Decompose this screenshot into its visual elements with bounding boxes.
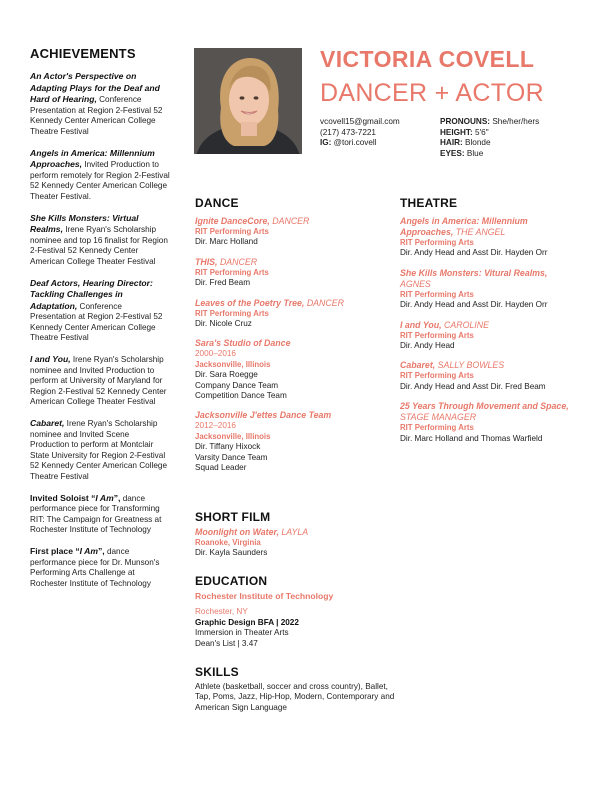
pronouns-row: PRONOUNS: She/her/hers [440, 117, 540, 126]
phone-number: (217) 473-7221 [320, 127, 376, 137]
achievement-first-place: First place “I Am”, dance performance piece for Dr. Munson's Performing Arts Challenge at Rochester Institute of Technology [30, 545, 160, 588]
skills-heading: SKILLS [195, 665, 239, 679]
school-name: Rochester Institute of Technology [195, 591, 334, 601]
theatre-section [400, 196, 575, 453]
achievements-heading: ACHIEVEMENTS [30, 46, 136, 61]
achievement-item: I and You, Irene Ryan's Scholarship nominee and Invited Production to perform at University of Maryland for Region 2-Festival 52 Kennedy Center American College Theater Festival [30, 354, 167, 407]
short-film-heading: SHORT FILM [195, 510, 271, 524]
achievement-soloist: Invited Soloist “I Am”, dance performance piece for Transforming RIT: The Campaign for Greatness at Rochester Institute of Technology [30, 492, 162, 535]
theatre-entry: She Kills Monsters: Vitural Realms, AGNES RIT Performing Arts Dir. Andy Head and Asst Dir. Hayden Orr [400, 267, 548, 310]
dance-team-entry: Jacksonville J'ettes Dance Team 2012–2016 Jacksonville, Illinois Dir. Tiffany Hixock Varsity Dance Team Squad Leader [195, 410, 332, 473]
education-heading: EDUCATION [195, 574, 268, 588]
dance-entry: Leaves of the Poetry Tree, DANCER RIT Performing Arts Dir. Nicole Cruz [195, 297, 344, 329]
short-film-entry: Moonlight on Water, LAYLA Roanoke, Virginia Dir. Kayla Saunders [195, 527, 309, 558]
education-entry: Rochester Institute of Technology Rochester, NY Graphic Design BFA | 2022 Immersion in Theater Arts Dean's List | 3.47 [195, 591, 390, 649]
skills-section [195, 665, 400, 722]
theatre-entry: Angels in America: Millennium Approaches, THE ANGEL RIT Performing Arts Dir. Andy Head and Asst Dir. Hayden Orr [400, 216, 548, 258]
achievement-item: Angels in America: Millennium Approaches, Invited Production to perform remotely for Region 2-Festival 52 Kennedy Center American College Theater Festival. [30, 147, 170, 201]
dance-heading: DANCE [195, 196, 239, 210]
instagram-handle: IG: @tori.covell [320, 138, 377, 147]
short-film-section [195, 510, 390, 568]
headshot-photo [194, 48, 302, 154]
dance-section [195, 196, 390, 483]
achievement-item: An Actor's Perspective on Adapting Plays for the Deaf and Hard of Hearing, Conference Presentation at Region 2-Festival 52 Kennedy Center American College Theatre Festival [30, 71, 163, 136]
candidate-name: VICTORIA COVELL [320, 46, 535, 72]
theatre-entry: 25 Years Through Movement and Space, STAGE MANAGER RIT Performing Arts Dir. Marc Holland and Thomas Warfield [400, 401, 569, 443]
skills-text: Athlete (basketball, soccer and cross country), Ballet, Tap, Poms, Jazz, Hip-Hop, Modern, Contemporary and American Sign Language [195, 682, 395, 712]
achievement-item: She Kills Monsters: Virtual Realms, Irene Ryan's Scholarship nominee and top 16 finalist for Region 2-Festival 52 Kennedy Center American College Theater Festival [30, 212, 168, 266]
height-row: HEIGHT: 5'6" [440, 127, 489, 137]
hair-row: HAIR: Blonde [440, 138, 491, 147]
theatre-heading: THEATRE [400, 196, 458, 210]
dance-entry: Ignite DanceCore, DANCER RIT Performing Arts Dir. Marc Holland [195, 216, 310, 247]
headshot-image [194, 48, 302, 154]
theatre-entry: Cabaret, SALLY BOWLES RIT Performing Arts Dir. Andy Head and Asst Dir. Fred Beam [400, 360, 546, 391]
achievement-item: Cabaret, Irene Ryan's Scholarship nominee and Invited Scene Production to perform at Montclair State University for Region 2-Festival 52 Kennedy Center American College Theatre Festival [30, 418, 167, 481]
theatre-entry: I and You, CAROLINE RIT Performing Arts Dir. Andy Head [400, 319, 489, 351]
achievement-item: Deaf Actors, Hearing Director: Tackling Challenges in Adaptation, Conference Presentation at Region 2-Festival 52 Kennedy Center American College Theatre Festival [30, 277, 163, 343]
education-section [195, 574, 390, 658]
dance-studio-entry: Sara's Studio of Dance 2000–2016 Jacksonville, Illinois Dir. Sara Roegge Company Dance Team Competition Dance Team [195, 338, 291, 401]
email-link[interactable]: vcovell15@gmail.com [320, 117, 400, 126]
achievements-section [30, 46, 170, 589]
contact-info [320, 117, 400, 149]
candidate-tagline: DANCER + ACTOR [320, 79, 544, 107]
eyes-row: EYES: Blue [440, 148, 484, 158]
dance-entry: THIS, DANCER RIT Performing Arts Dir. Fred Beam [195, 256, 269, 288]
personal-info [440, 117, 539, 159]
